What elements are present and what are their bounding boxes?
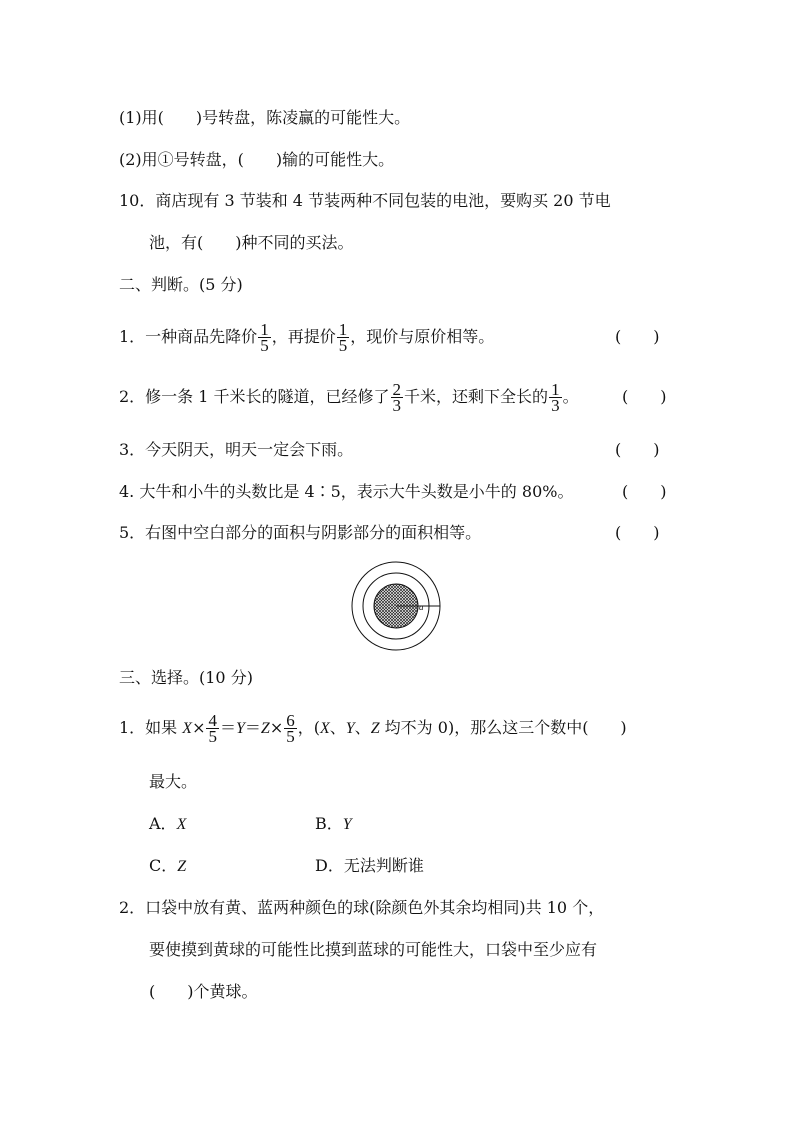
option-value: 无法判断谁 [343,856,424,875]
question-9-part-2: (2)用①号转盘，( )输的可能性大。 [119,150,395,169]
judgment-4: 4. 大牛和小牛的头数比是 4∶5，表示大牛头数是小牛的 80%。 [119,482,574,501]
equals-sign: ＝ [219,718,236,737]
numerator: 1 [338,320,348,339]
option-label: A． [149,814,177,833]
separator: 、 [354,718,371,737]
denominator: 5 [260,336,269,355]
option-c[interactable] [149,856,186,877]
variable-x: X [182,720,193,737]
denominator: 5 [338,336,348,355]
option-b[interactable] [315,814,352,835]
numerator: 2 [392,380,402,399]
judgment-1-text-b: ，再提价 [271,327,336,346]
numerator: 1 [260,320,269,339]
numerator: 1 [551,380,560,399]
section-2-title: 二、判断。(5 分) [119,275,243,294]
option-label: B． [315,814,343,833]
choice-2-line-2: 要使摸到黄球的可能性比摸到蓝球的可能性大，口袋中至少应有 [149,940,598,959]
choice-1-text-c: 均不为 0)，那么这三个数中( ) [379,718,627,737]
choice-1-line-2: 最大。 [149,772,198,791]
fraction [258,322,271,353]
fraction [549,382,562,413]
choice-2-line-3: ( )个黄球。 [149,982,258,1001]
numerator: 6 [286,711,295,730]
separator: 、 [329,718,346,737]
judgment-1-text-c: ，现价与原价相等。 [350,327,495,346]
choice-1-text-b: ，( [297,718,320,737]
answer-blank[interactable]: ( ) [615,440,660,459]
fraction [284,713,297,744]
variable-x: X [319,720,330,737]
option-label: C． [149,856,178,875]
denominator: 3 [392,396,402,415]
label-a: a [419,602,424,612]
variable-y: Y [235,720,245,737]
fraction [206,713,219,744]
judgment-2-text-b: 千米，还剩下全长的 [404,387,549,406]
denominator: 5 [208,727,217,746]
times-sign: × [192,718,206,737]
variable-z: Z [370,720,380,737]
option-value: Z [177,858,187,875]
denominator: 5 [286,727,295,746]
answer-blank[interactable]: ( ) [622,387,667,406]
fraction [337,322,350,353]
variable-y: Y [345,720,355,737]
equals-sign: ＝ [244,718,261,737]
times-sign: × [269,718,284,737]
fraction [391,382,404,413]
variable-z: Z [260,720,270,737]
choice-1-text-a: 1．如果 [119,718,183,737]
numerator: 4 [208,711,217,730]
question-10-line-1: 10．商店现有 3 节装和 4 节装两种不同包装的电池，要购买 20 节电 [119,191,611,210]
judgment-1 [119,317,494,357]
answer-blank[interactable]: ( ) [622,482,667,501]
judgment-2 [119,377,579,417]
answer-blank[interactable]: ( ) [615,327,660,346]
concentric-circles-figure [350,560,442,652]
option-label: D． [315,856,344,875]
denominator: 3 [551,396,560,415]
question-10-line-2: 池，有( )种不同的买法。 [149,233,354,252]
answer-blank[interactable]: ( ) [615,523,660,542]
judgment-2-text-a: 2．修一条 1 千米长的隧道，已经修了 [119,387,390,406]
option-a[interactable] [149,814,186,835]
judgment-1-text-a: 1．一种商品先降价 [119,327,258,346]
section-3-title: 三、选择。(10 分) [119,668,253,687]
judgment-3: 3．今天阴天，明天一定会下雨。 [119,440,354,459]
choice-1 [119,708,627,748]
option-d[interactable] [315,856,424,876]
choice-2-line-1: 2．口袋中放有黄、蓝两种颜色的球(除颜色外其余均相同)共 10 个， [119,898,605,917]
option-value: Y [342,816,352,833]
option-value: X [176,816,187,833]
judgment-2-text-c: 。 [562,387,579,406]
question-9-part-1: (1)用( )号转盘，陈凌赢的可能性大。 [119,108,411,127]
judgment-5: 5．右图中空白部分的面积与阴影部分的面积相等。 [119,523,482,542]
